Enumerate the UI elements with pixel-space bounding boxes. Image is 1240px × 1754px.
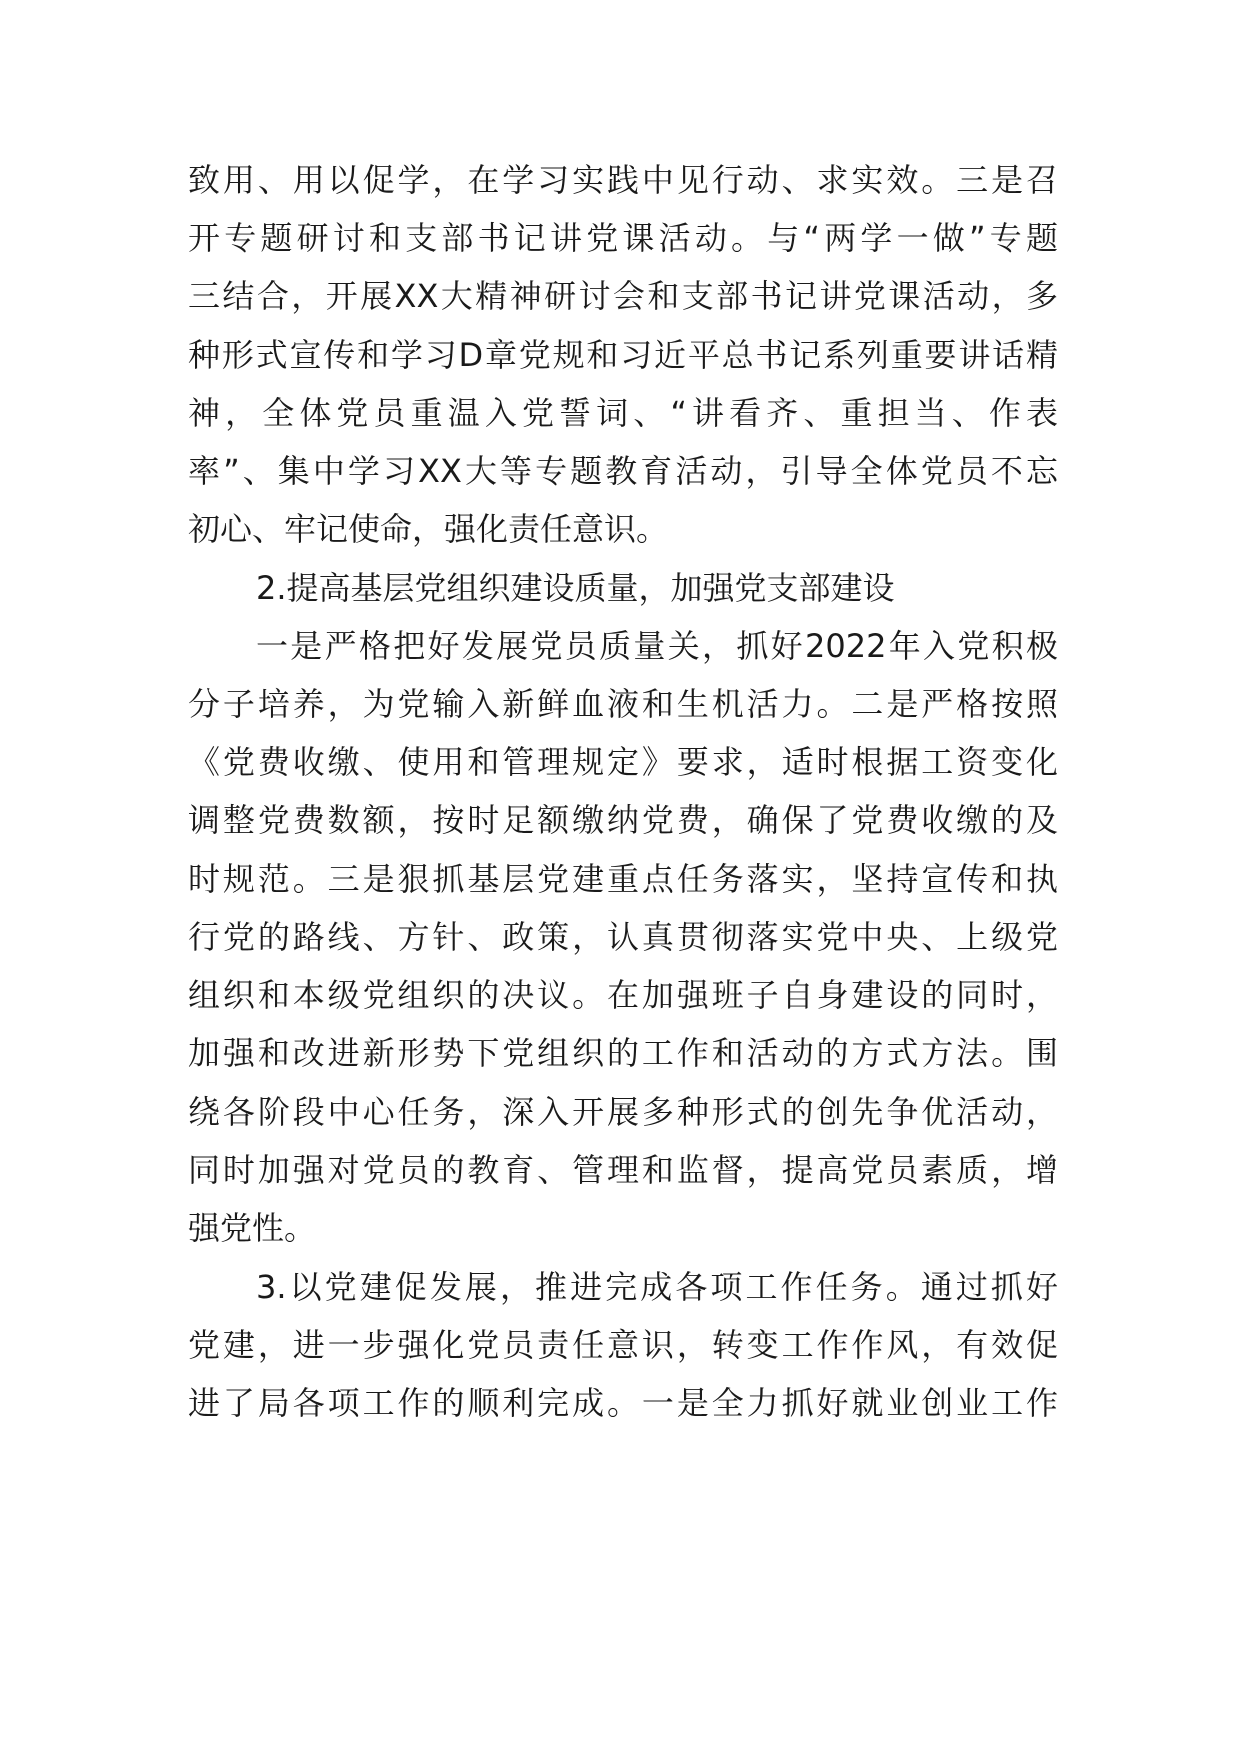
- text-line-18: 同时加强对党员的教育、管理和监督，提高党员素质，增: [188, 1151, 1058, 1189]
- text-line-19: 强党性。: [188, 1209, 317, 1247]
- text-line-15: 组织和本级党组织的决议。在加强班子自身建设的同时，: [188, 976, 1058, 1014]
- text-line-2: 开专题研讨和支部书记讲党课活动。与“两学一做”专题: [188, 219, 1058, 257]
- section-heading-2: 2.提高基层党组织建设质量，加强党支部建设: [256, 569, 895, 607]
- text-line-14: 行党的路线、方针、政策，认真贯彻落实党中央、上级党: [188, 918, 1058, 956]
- text-line-1: 致用、用以促学，在学习实践中见行动、求实效。三是召: [188, 161, 1058, 199]
- text-line-20: 3.以党建促发展，推进完成各项工作任务。通过抓好: [256, 1268, 1058, 1306]
- text-line-10: 分子培养，为党输入新鲜血液和生机活力。二是严格按照: [188, 685, 1058, 723]
- text-line-13: 时规范。三是狠抓基层党建重点任务落实，坚持宣传和执: [188, 860, 1058, 898]
- text-line-16: 加强和改进新形势下党组织的工作和活动的方式方法。围: [188, 1034, 1058, 1072]
- text-line-11: 《党费收缴、使用和管理规定》要求，适时根据工资变化: [188, 743, 1058, 781]
- text-line-22: 进了局各项工作的顺利完成。一是全力抓好就业创业工作: [188, 1384, 1058, 1422]
- text-line-12: 调整党费数额，按时足额缴纳党费，确保了党费收缴的及: [188, 801, 1058, 839]
- text-line-7: 初心、牢记使命，强化责任意识。: [188, 510, 669, 548]
- text-line-5: 神，全体党员重温入党誓词、“讲看齐、重担当、作表: [188, 394, 1058, 432]
- text-line-9: 一是严格把好发展党员质量关，抓好2022年入党积极: [256, 627, 1058, 665]
- text-line-17: 绕各阶段中心任务，深入开展多种形式的创先争优活动，: [188, 1093, 1058, 1131]
- text-line-4: 种形式宣传和学习D章党规和习近平总书记系列重要讲话精: [188, 336, 1058, 374]
- text-line-3: 三结合，开展XX大精神研讨会和支部书记讲党课活动，多: [188, 277, 1058, 315]
- text-line-6: 率”、集中学习XX大等专题教育活动，引导全体党员不忘: [188, 452, 1058, 490]
- text-line-21: 党建，进一步强化党员责任意识，转变工作作风，有效促: [188, 1326, 1058, 1364]
